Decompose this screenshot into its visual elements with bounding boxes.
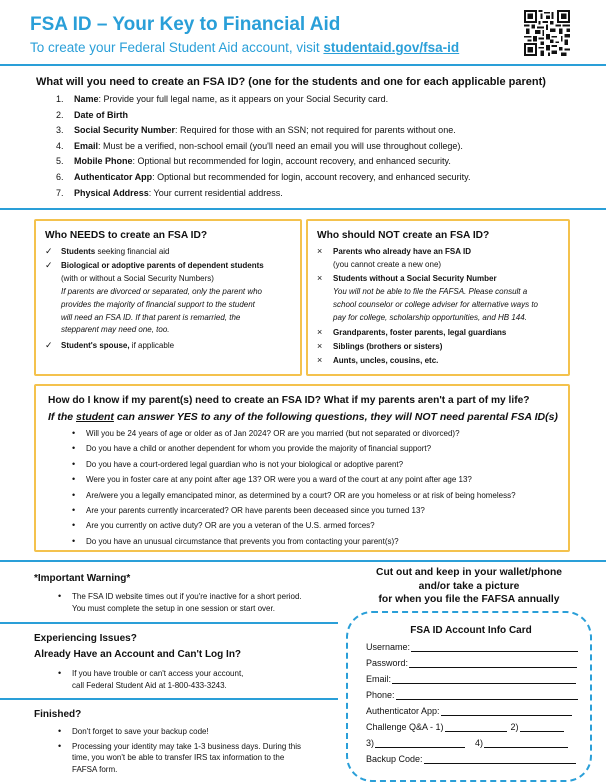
list-item: 6. Authenticator App: Optional but recommended for login, account recovery, and enhanced security. [56, 171, 471, 182]
phone-field[interactable]: Phone: [366, 690, 578, 700]
warning-section [34, 572, 334, 614]
cross-icon: × [317, 246, 323, 256]
password-field[interactable]: Password: [366, 658, 577, 668]
section-rule [0, 698, 338, 700]
list-item: × Grandparents, foster parents, legal guardians [317, 327, 507, 338]
list-item: • Are your parents currently incarcerated? OR have parents been deceased since you turned 13? [72, 505, 425, 516]
list-item: • Do you have a court-ordered legal guardian who is not your biological or adoptive parent? [72, 458, 404, 469]
list-item: ✓ Student's spouse, if applicable [45, 340, 175, 351]
cross-icon: × [317, 341, 323, 352]
list-item: • Are you currently on active duty? OR are you a veteran of the U.S. armed forces? [72, 520, 375, 531]
issues-section [34, 632, 334, 691]
list-item: ✓ Students seeking financial aid [45, 246, 170, 256]
account-info-card [346, 611, 592, 782]
list-item-cont: (with or without a Social Security Numbers) [61, 273, 214, 283]
parent-questions-box [34, 384, 570, 552]
who-needs-heading: Who NEEDS to create an FSA ID? [45, 230, 208, 241]
fsa-id-link[interactable]: studentaid.gov/fsa-id [323, 40, 460, 55]
backup-code-field[interactable]: Backup Code: [366, 754, 576, 764]
authenticator-field[interactable]: Authenticator App: [366, 706, 572, 716]
list-item: 2. Date of Birth [56, 109, 128, 120]
cross-icon: × [317, 327, 323, 338]
requirements-section [36, 76, 591, 201]
list-item: • If you have trouble or can't access your account, call Federal Student Aid at 1-800-433-3243. [58, 668, 244, 690]
qr-code-icon [524, 10, 570, 56]
page-header [30, 14, 510, 55]
list-item: • Do you have an unusual circumstance that prevents you from contacting your parent(s)? [72, 535, 399, 546]
list-item: • The FSA ID website times out if you're inactive for a short period. You must complete the setup in one session or start over. [58, 591, 302, 613]
list-item: • Are/were you a legally emancipated minor, as determined by a court? OR are you homeless or at risk of being homeless? [72, 489, 516, 500]
issues-heading: Experiencing Issues? [34, 633, 137, 644]
list-item: • Do you have a child or another dependent for whom you provide the majority of financial support? [72, 443, 432, 454]
email-field[interactable]: Email: [366, 674, 576, 684]
challenge-field[interactable]: Challenge Q&A - 1) 2) [366, 722, 564, 732]
checkmark-icon: ✓ [45, 246, 53, 256]
issues-subheading: Already Have an Account and Can't Log In? [34, 649, 242, 660]
list-item: • Will you be 24 years of age or older as of Jan 2024? OR are you married (but not separated or divorced)? [72, 428, 460, 438]
finished-heading: Finished? [34, 709, 82, 720]
cross-icon: × [317, 272, 323, 283]
list-item: 5. Mobile Phone: Optional but recommended for login, account recovery, and enhanced security. [56, 156, 451, 167]
username-field[interactable]: Username: [366, 642, 578, 652]
requirements-heading: What will you need to create an FSA ID? (one for the students and one for each applicable parent) [36, 76, 546, 88]
note-line: school counselor or college adviser for alternative ways to [333, 299, 538, 309]
list-item: × Siblings (brothers or sisters) [317, 341, 443, 352]
note-line: will need an FSA ID. If that parent is remarried, the [61, 312, 241, 322]
list-item: 4. Email: Must be a verified, non-school email (you'll need an email you will use throughout college). [56, 140, 463, 151]
section-rule [0, 622, 338, 624]
header-rule [0, 64, 606, 66]
list-item: • Don't forget to save your backup code! [58, 726, 209, 736]
list-item: ✓ Biological or adoptive parents of dependent students [45, 259, 264, 270]
list-item: × Aunts, uncles, cousins, etc. [317, 355, 439, 366]
list-item: × Parents who already have an FSA ID [317, 246, 471, 256]
finished-section [34, 708, 334, 775]
note-line: provides the majority of financial support to the student [61, 299, 255, 309]
who-needs-box [34, 219, 302, 376]
list-item: × Students without a Social Security Number [317, 272, 497, 283]
parent-questions-subheading: If the student can answer YES to any of the following questions, they will NOT need parental FSA ID(s) [48, 411, 558, 423]
list-item: 3. Social Security Number: Required for those with an SSN; not required for parents without one. [56, 125, 456, 136]
section-rule [0, 560, 606, 562]
checkmark-icon: ✓ [45, 340, 53, 351]
list-item-cont: (you cannot create a new one) [333, 259, 442, 269]
note-line: You will not be able to file the FAFSA. Please consult a [333, 286, 528, 296]
list-item: 7. Physical Address: Your current residential address. [56, 187, 283, 198]
warning-heading: *Important Warning* [34, 573, 131, 584]
page-subtitle [30, 40, 510, 55]
parent-questions-heading: How do I know if my parent(s) need to create an FSA ID? What if my parents aren't a part of my life? [48, 395, 530, 406]
section-rule [0, 208, 606, 210]
cut-out-instructions: Cut out and keep in your wallet/phone and/or take a picture for when you file the FAFSA annually [376, 567, 562, 606]
list-item: 1. Name: Provide your full legal name, as it appears on your Social Security card. [56, 94, 389, 104]
subtitle-text: To create your Federal Student Aid account, visit [30, 40, 324, 55]
list-item: • Were you in foster care at any point after age 13? OR were you a ward of the court at any point after age 13? [72, 474, 472, 485]
cross-icon: × [317, 355, 323, 366]
requirements-list [56, 92, 591, 201]
checkmark-icon: ✓ [45, 259, 53, 270]
note-line: If parents are divorced or separated, only the parent who [61, 286, 263, 296]
who-not-heading: Who should NOT create an FSA ID? [317, 230, 490, 241]
note-line: pay for college, scholarship opportunities, and HB 144. [333, 312, 527, 322]
challenge-field-2[interactable]: 3) 4) [366, 738, 568, 748]
page-title: FSA ID – Your Key to Financial Aid [30, 14, 341, 35]
card-title: FSA ID Account Info Card [410, 625, 532, 636]
who-not-box [306, 219, 570, 376]
note-line: stepparent may need one, too. [61, 325, 170, 335]
list-item: • Processing your identity may take 1-3 business days. During this time, you won't be able to transfer IRS tax information to the FAFSA form. [58, 740, 301, 774]
